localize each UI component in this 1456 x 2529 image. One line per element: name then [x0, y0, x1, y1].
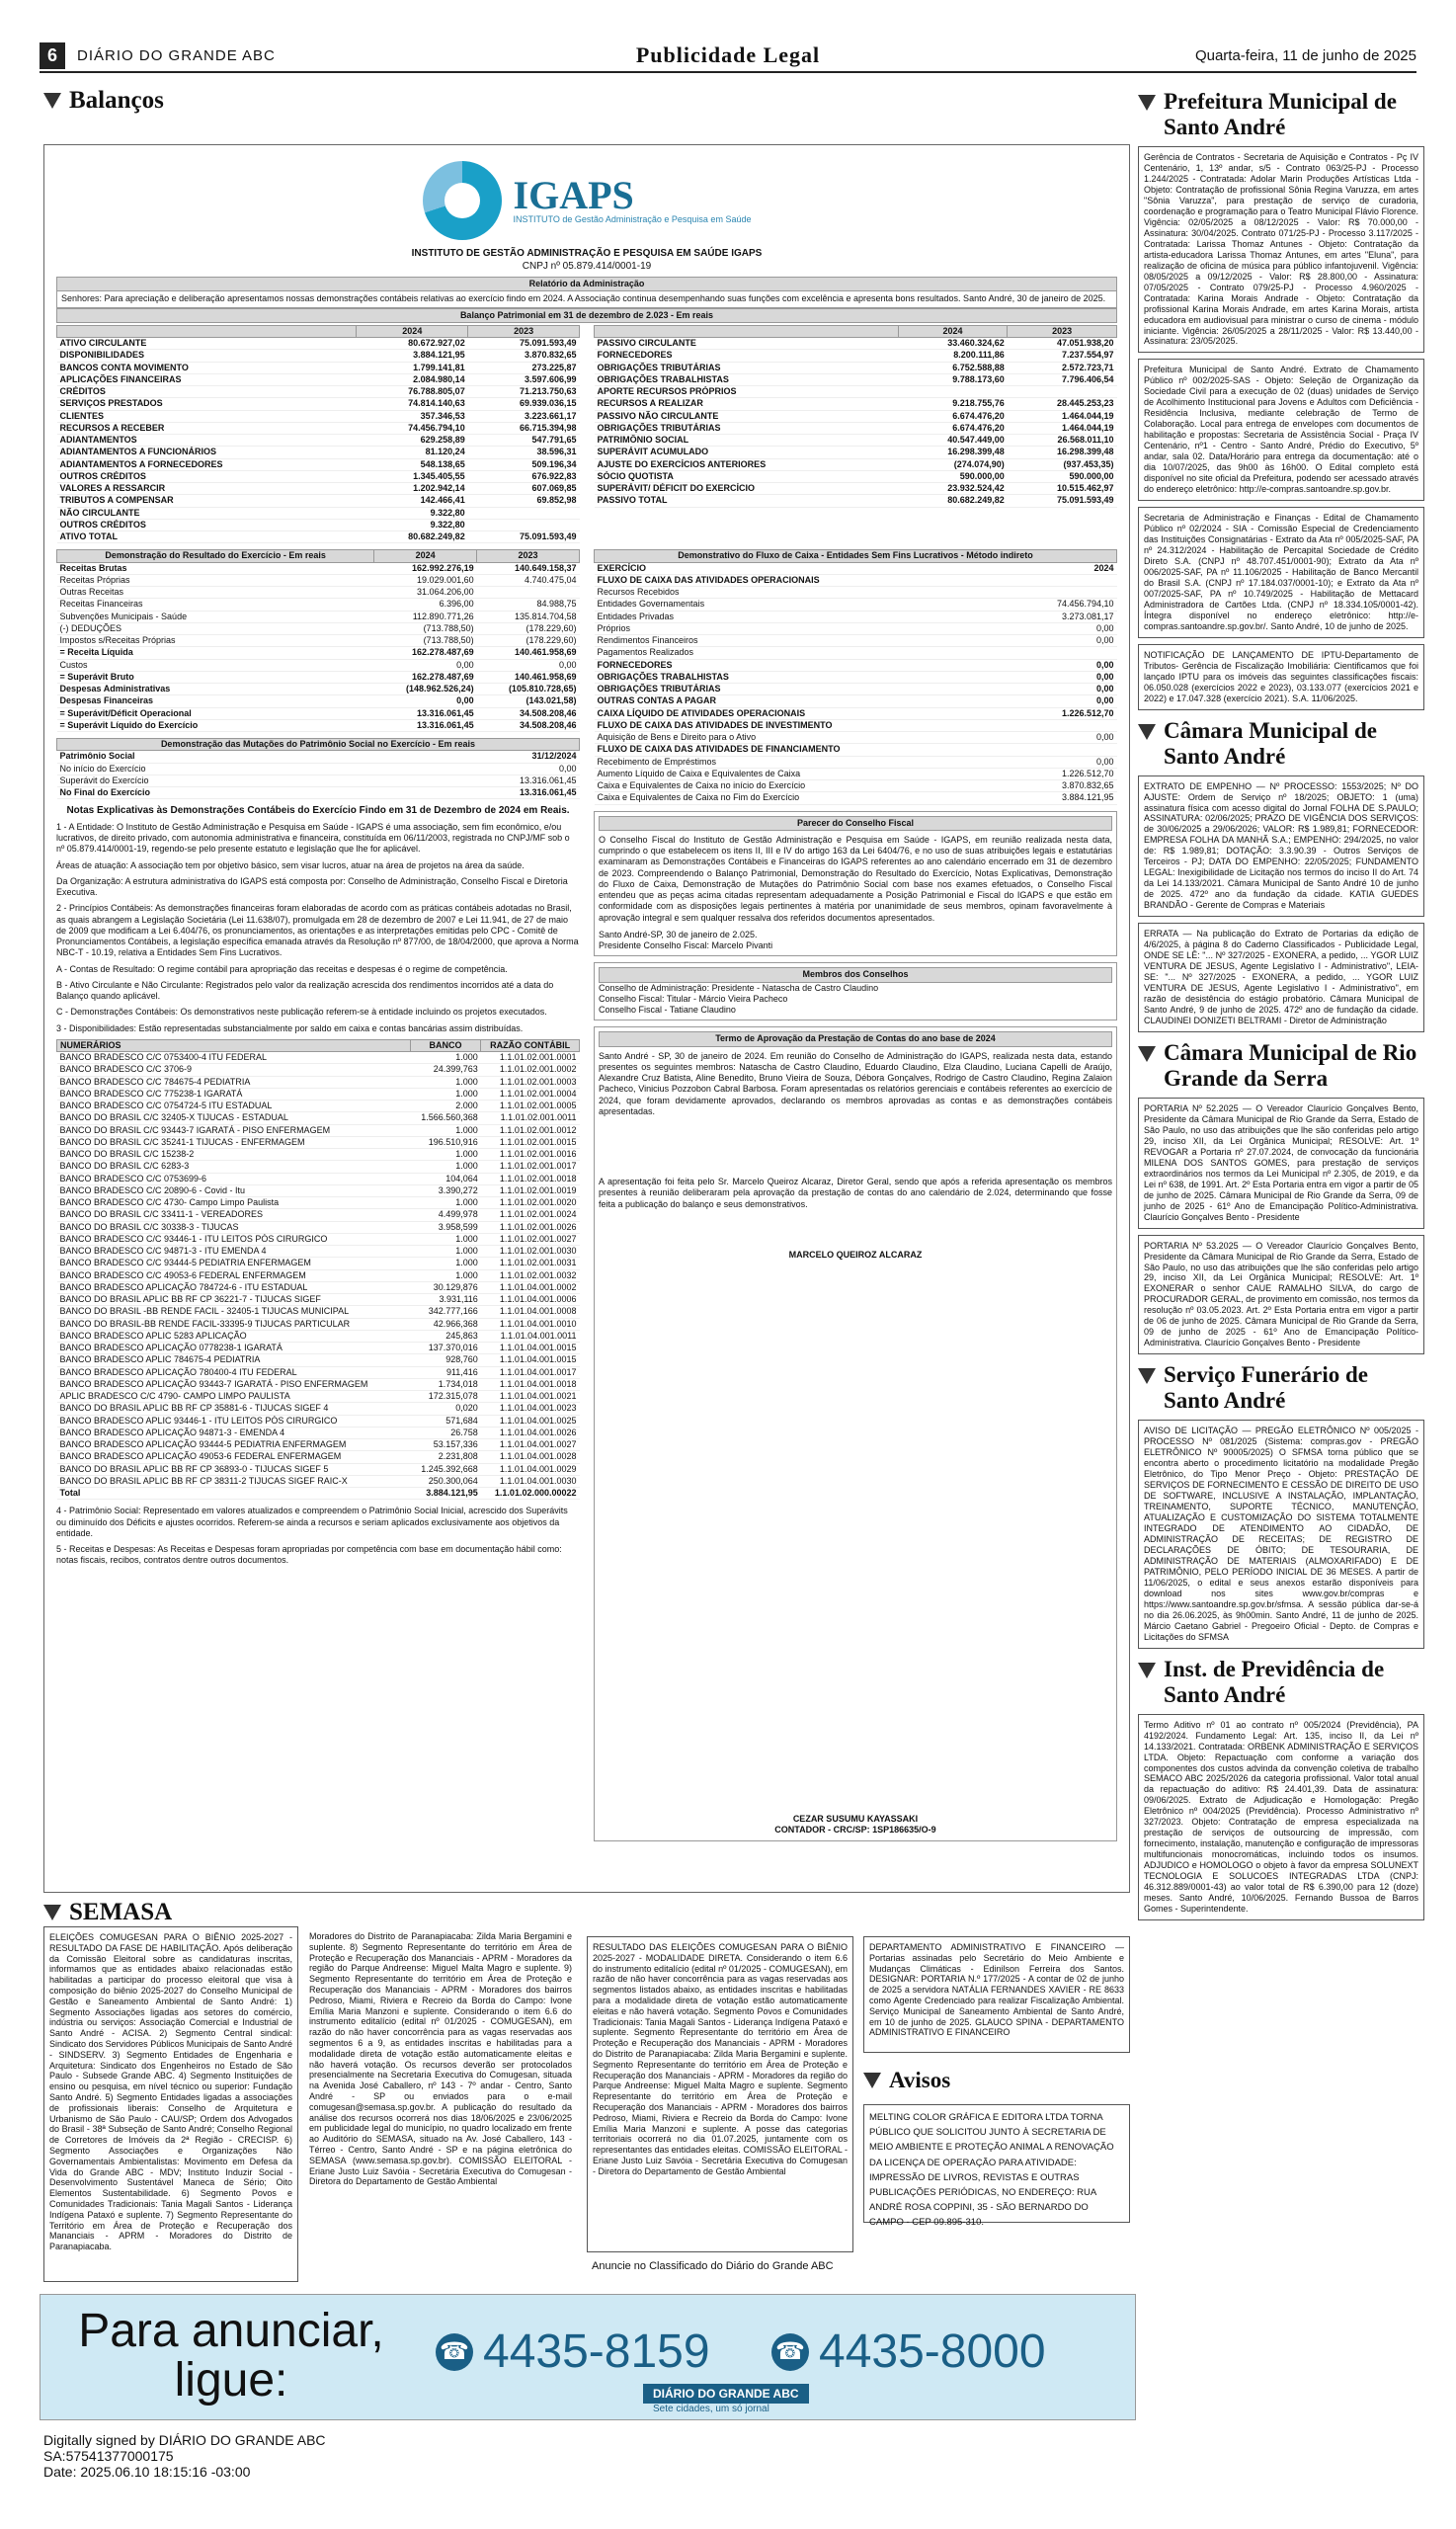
- members-box: Membros dos Conselhos Conselho de Administração: Presidente - Natascha de Castro Claudino Conselho Fiscal: Titular - Márcio Vieira Pacheco Conselho Fiscal - Tatiane Claudino: [594, 962, 1117, 1020]
- notice-box: AVISO DE LICITAÇÃO — PREGÃO ELETRÔNICO Nº 005/2025 - PROCESSO Nº 081/2025 (Sistema: compras.gov - PREGÃO ELETRÔNICO Nº 90005/2025) O SFMSA torna público que se encontra aberto o procedimento licitatório na modalidade Pregão Eletrônico, do Tipo Menor Preço - Objeto: PRESTAÇÃO DE SERVIÇOS DE FORNECIMENTO E CESSÃO DE DIREITO DE USO DE SOFTWARE, INCLUSIVE A INSTALAÇÃO, IMPLANTAÇÃO, TREINAMENTO, SUPORTE TÉCNICO, MANUTENÇÃO, ATUALIZAÇÃO E CUSTOMIZAÇÃO DO SISTEMA TOTALMENTE INTEGRADO DE ATENDIMENTO AO CIDADÃO, DE ADMINISTRAÇÃO DE RECEITAS; DE REGISTRO DE DECLARAÇÕES DE ÓBITO; DE TESOURARIA, DE ADMINISTRAÇÃO DE MATERIAIS (ALMOXARIFADO) E DE PATRIMÔNIO, PELO PERÍODO INICIAL DE 36 MESES. A partir de 11/06/2025, o edital e seus anexos estarão disponíveis para download nos sites www.gov.br/compras e https://www.santoandre.sp.gov.br/sfmsa. A sessão pública dar-se-á no dia 26.06.2025, às 9h00min. Santo André, 11 de junho de 2025. Márcio Caetano Gabriel - Pregoeiro Oficial - Depto. de Compras e Licitações do SFMSA: [1138, 1420, 1424, 1648]
- camara-rgs-heading: Câmara Municipal de Rio Grande da Serra: [1138, 1040, 1424, 1092]
- table-row: OBRIGAÇÕES TRABALHISTAS 9.788.173,60 7.796.406,54: [595, 373, 1117, 385]
- balance-title: Balanço Patrimonial em 31 de dezembro de 2.023 - Em reais: [56, 308, 1117, 323]
- triangle-icon: [1138, 1368, 1156, 1384]
- ad-call-text: Para anunciar, ligue:: [78, 2305, 384, 2407]
- table-row: APLICAÇÕES FINANCEIRAS 2.084.980,14 3.597.606,99: [57, 373, 580, 385]
- note-5: 5 - Receitas e Despesas: As Receitas e Despesas foram apropriadas por competência com base em documentação hábil como: notas fiscais, recibos, contratos dentre outros documentos.: [56, 1544, 562, 1566]
- table-row: BANCO DO BRASIL C/C 6283-3 1.000 1.1.01.02.001.0017: [57, 1161, 580, 1173]
- igaps-logo: IGAPS INSTITUTO de Gestão Administração e Pesquisa em Saúde: [56, 161, 1117, 240]
- table-row: OBRIGAÇÕES TRIBUTÁRIAS 6.674.476,20 1.464.044,19: [595, 422, 1117, 434]
- table-row: = Superávit Líquido do Exercício 13.316.061,45 34.508.208,46: [57, 719, 580, 731]
- table-row: DISPONIBILIDADES 3.884.121,95 3.870.832,65: [57, 350, 580, 362]
- termo-box: Termo de Aprovação da Prestação de Contas do ano base de 2024 Santo André - SP, 30 de janeiro de 2024. Em reunião do Conselho de Administração do IGAPS, realizada nesta data, estando presentes os seguintes membros: Natascha de Castro Claudino, Eduardo Claudino, Elza Claudino, Luciana Capelli de Araújo, Alexandre Cruz Batista, Aline Benedito, Bruno Vieira de Souza, Débora Gonçalves, Rodrigo de Castro Claudino, Regina Zalaion Pacheco, Vinicius Pozzobon Cabral Barbosa. Foram apresentadas os relatórios gerenciais e contábeis referentes ao exercício de 2024, que foram devidamente aprovados, declarando os membros aprovadas as contas e as demonstrações contábeis apresentadas. A apresentação foi feita pelo Sr. Marcelo Queiroz Alcaraz, Diretor Geral, sendo que após a referida apresentação os membros presentes à reunião deliberaram pela aprovação da prestação de contas do ano calendário de 2.024, determinando que fosse feita a publicação do balanço e seus demonstrativos. MARCELO QUEIROZ ALCARAZ CEZAR SUSUMU KAYASSAKI CONTADOR - CRC/SP: 1SP186635/O-9: [594, 1026, 1117, 1840]
- table-row: RECURSOS A RECEBER 74.456.794,10 66.715.394,98: [57, 422, 580, 434]
- triangle-icon: [863, 2073, 881, 2088]
- table-row: Caixa e Equivalentes de Caixa no Fim do Exercício 3.884.121,95: [595, 792, 1117, 804]
- phone-icon: ☎: [436, 2333, 473, 2371]
- table-row: BANCO BRADESCO APLICAÇÃO 49053-6 FEDERAL ENFERMAGEM 2.231,808 1.1.01.04.001.0028: [57, 1451, 580, 1463]
- table-row: BANCO DO BRASIL -BB RENDE FACIL - 32405-1 TIJUCAS MUNICIPAL 342.777,166 1.1.01.04.001.0008: [57, 1306, 580, 1318]
- notice-box: Prefeitura Municipal de Santo André. Extrato de Chamamento Público nº 002/2025-SAS - Objeto: Seleção de Organização da Sociedade Civil para a execução de 02 (duas) unidades de Serviço de Acolhimento Institucional para Jovens e Adultos com Deficiência - Residência Inclusiva, mediante celebração de Termo de Colaboração. Local para entrega de envelopes com documentos de habilitação e propostas: Secretaria de Assistência Social - Praça IV Centenário, nº1 - Centro - Santo André, Prédio do Executivo, 5º andar, sala 02. Data/Horário para entrega da documentação: até o dia 10/07/2025, das 9h00 às 16h00. O Edital completo está disponível no site oficial da Prefeitura, podendo ser acessado através do endereço eletrônico: http://e-compras.santoandre.sp.gov.br.: [1138, 359, 1424, 501]
- masthead: [40, 40, 1416, 73]
- table-row: Total 3.884.121,95 1.1.01.02.000.00022: [57, 1488, 580, 1500]
- table-row: APLIC BRADESCO C/C 4790- CAMPO LIMPO PAULISTA 172.315,078 1.1.01.04.001.0021: [57, 1391, 580, 1403]
- prefeitura-heading: Prefeitura Municipal de Santo André: [1138, 89, 1424, 140]
- note-paragraph: 1 - A Entidade: O Instituto de Gestão Administração e Pesquisa em Saúde - IGAPS é uma associação, sem fim econômico, e/ou lucrativos, de direito privado, com autonomia administrativa e financeira, constituída em 06/11/2003, registrada no CNPJ/MF sob o nº 05.879.414/0001-19, regendo-se pelo presente estatuto e legislação que lhe for aplicável.: [56, 821, 570, 855]
- table-row: No Final do Exercício 13.316.061,45: [57, 787, 580, 799]
- table-row: BANCO BRADESCO APLIC 784675-4 PEDIATRIA 928,760 1.1.01.04.001.0015: [57, 1354, 580, 1366]
- note-paragraph: C - Demonstrações Contábeis: Os demonstrativos neste publicação referem-se à entidade incluindo os projetos executados.: [56, 1007, 547, 1018]
- phone-icon: ☎: [771, 2333, 809, 2371]
- banks-table: NUMERÁRIOS BANCO RAZÃO CONTÁBIL BANCO BRADESCO C/C 0753400-4 ITU FEDERAL 1.000 1.1.01.02.001.0001 BANCO BRADESCO C/C 3706-9 24.399,763 1.1.01.02.001.0002 BANCO BRADESCO C/C 784675-4 PEDIATRIA 1.000 1.1.01.02.001.0003 BANCO BRADESCO C/C 775238-1 IGARATÁ 1.000 1.1.01.02.001.0004 BANCO BRADESCO C/C 0754724-5 ITU ESTADUAL 2.000 1.1.01.02.001.0005 BANCO DO BRASIL C/C 32405-X TIJUCAS - ESTADUAL 1.566.560,368 1.1.01.02.001.0011 BANCO DO BRASIL C/C 93443-7 IGARATÁ - PISO ENFERMAGEM 1.000 1.1.01.02.001.0012 BANCO DO BRASIL C/C 35241-1 TIJUCAS - ENFERMAGEM 196.510,916 1.1.01.02.001.0015 BANCO DO BRASIL C/C 15238-2 1.000 1.1.01.02.001.0016 BANCO DO BRASIL C/C 6283-3 1.000 1.1.01.02.001.0017 BANCO BRADESCO C/C 0753699-6 104,064 1.1.01.02.001.0018 BANCO BRADESCO C/C 20890-6 - Covid - Itu 3.390,272 1.1.01.02.001.0019 BANCO BRADESCO C/C 4730- Campo Limpo Paulista 1.000 1.1.01.02.001.0020 BANCO DO BRASIL C/C 33411-1 - VEREADORES 4.499,978 1.1.01.02.001.0024 BANCO DO BRASIL C/C 30338-3 - TIJUCAS 3.958,599 1.1.01.02.001.0026 BANCO BRADESCO C/C 93446-1 - ITU LEITOS PÓS CIRURGICO 1.000 1.1.01.02.001.0027 BANCO BRADESCO C/C 94871-3 - ITU EMENDA 4 1.000 1.1.01.02.001.0030 BANCO BRADESCO C/C 93444-5 PEDIATRIA ENFERMAGEM 1.000 1.1.01.02.001.0031 BANCO BRADESCO C/C 49053-6 FEDERAL ENFERMAGEM 1.000 1.1.01.02.001.0032 BANCO BRADESCO APLICAÇÃO 784724-6 - ITU ESTADUAL 30.129,876 1.1.01.04.001.0002 BANCO DO BRASIL APLIC BB RF CP 36221-7 - TIJUCAS SIGEF 3.931,116 1.1.01.04.001.0006 BANCO DO BRASIL -BB RENDE FACIL - 32405-1 TIJUCAS MUNICIPAL 342.777,166 1.1.01.04.001.0008 BANCO DO BRASIL-BB RENDE FACIL-33395-9 TIJUCAS PARTICULAR 42.966,368 1.1.01.04.001.0010 BANCO BRADESCO APLIC 5283 APLICAÇÃO 245,863 1.1.01.04.001.0011 BANCO BRADESCO APLICAÇÃO 0778238-1 IGARATÁ 137.370,016 1.1.01.04.001.0015 BANCO BRADESCO APLIC 784675-4 PEDIATRIA 928,760 1.1.01.04.001.0015 BANCO BRADESCO APLICAÇÃO 780400-4 ITU FEDERAL 911,416 1.1.01.04.001.0017 BANCO BRADESCO APLICAÇÃO 93443-7 IGARATÁ - PISO ENFERMAGEM 1.734,018 1.1.01.04.001.0018 APLIC BRADESCO C/C 4790- CAMPO LIMPO PAULISTA 172.315,078 1.1.01.04.001.0021 BANCO DO BRASIL APLIC BB RF CP 35881-6 - TIJUCAS SIGEF 4 0,020 1.1.01.04.001.0023 BANCO BRADESCO APLIC 93446-1 - ITU LEITOS PÓS CIRURGICO 571,684 1.1.01.04.001.0025 BANCO BRADESCO APLICAÇÃO 94871-3 - EMENDA 4 26.758 1.1.01.04.001.0026 BANCO BRADESCO APLICAÇÃO 93444-5 PEDIATRIA ENFERMAGEM 53.157,336 1.1.01.04.001.0027 BANCO BRADESCO APLICAÇÃO 49053-6 FEDERAL ENFERMAGEM 2.231,808 1.1.01.04.001.0028 BANCO DO BRASIL APLIC BB RF CP 36893-0 - TIJUCAS SIGEF 5 1.245.392,668 1.1.01.04.001.0029 BANCO DO BRASIL APLIC BB RF CP 38311-2 TIJUCAS SIGEF RAIC-X 250.300,064 1.1.01.04.001.0030 Total 3.884.121,95 1.1.01.02.000.00022: [56, 1039, 580, 1501]
- table-row: Receitas Financeiras 6.396,00 84.988,75: [57, 599, 580, 611]
- section-title: Publicidade Legal: [635, 42, 821, 67]
- semasa-section: [43, 1926, 1130, 2287]
- table-row: Despesas Financeiras 0,00 (143.021,58): [57, 695, 580, 707]
- table-row: CLIENTES 357.346,53 3.223.661,17: [57, 410, 580, 422]
- explanatory-notes: Notas Explicativas às Demonstrações Contábeis do Exercício Findo em 31 de Dezembro de 2024 em Reais. 1 - A Entidade: O Instituto de Gestão Administração e Pesquisa em Saúde - IGAPS é uma associação, sem fim econômico, e/ou lucrativos, de direito privado, com autonomia administrativa e financeira, constituída em 06/11/2003, registrada no CNPJ/MF sob o nº 05.879.414/0001-19, regendo-se pelo presente estatuto e legislação que lhe for aplicável. Áreas de atuação: A associação tem por objetivo básico, sem visar lucros, atuar na área de projetos na área da saúde. Da Organização: A estrutura administrativa do IGAPS está composta por: Conselho de Administração, Conselho Fiscal e Diretoria Executiva. 2 - Princípios Contábeis: As demonstrações financeiras foram elaboradas de acordo com as práticas contábeis adotadas no Brasil, as quais abrangem a Legislação Societária (Lei 11.638/07), promulgada em 28 de dezembro de 2007 e Lei 11.941, de 27 de maio de 2009 que modificam a Lei 6.404/76, os pronunciamentos, as orientações e as interpretações emitidas pelo CPC - Comitê de Pronunciamentos Contábeis, a legislação específica emanada através da Resolução nº 877/00, de 18/04/2000, que aprova a Norma NBC-T - 10.19, relativa a Entidades Sem Fins Lucrativos. A - Contas de Resultado: O regime contábil para apropriação das receitas e despesas é o regime de competência. B - Ativo Circulante e Não Circulante: Registrados pelo valor da realização acrescida dos rendimentos incorridos até a data do Balanço quando aplicável. C - Demonstrações Contábeis: Os demonstrativos neste publicação referem-se à entidade incluindo os projetos executados. 3 - Disponibilidades: Estão representadas substancialmente por saldo em caixa e contas bancárias assim distribuídas.: [56, 805, 579, 1033]
- table-row: OBRIGAÇÕES TRIBUTÁRIAS 0,00: [595, 684, 1117, 695]
- balancos-heading: Balanços: [43, 87, 164, 115]
- table-row: BANCO BRADESCO C/C 784675-4 PEDIATRIA 1.000 1.1.01.02.001.0003: [57, 1076, 580, 1088]
- note-paragraph: B - Ativo Circulante e Não Circulante: Registrados pelo valor da realização acrescida dos rendimentos incorridos até a data do Balanço quando aplicável.: [56, 979, 554, 1001]
- table-row: BANCO BRADESCO C/C 775238-1 IGARATÁ 1.000 1.1.01.02.001.0004: [57, 1088, 580, 1100]
- table-row: TRIBUTOS A COMPENSAR 142.466,41 69.852,98: [57, 495, 580, 507]
- triangle-icon: [1138, 724, 1156, 740]
- table-row: Recursos Recebidos: [595, 587, 1117, 599]
- notice-box: EXTRATO DE EMPENHO — Nº PROCESSO: 1553/2025; Nº DO AJUSTE: Ordem de Serviço nº 18/2025; OBJETO: 1 (uma) assinatura física com acesso digital do Jornal FOLHA DE S.PAULO; ASSINATURA: 02/06/2025; PRAZO DE VIGÊNCIA DOS SERVIÇOS: de 30/06/2025 a 29/06/2026; VALOR: R$ 1.989,81; FORNECEDOR: EMPRESA FOLHA DA MANHÃ S.A.; EMPENHO: 294/2025, no valor de: R$ 1.989,81; DOTAÇÃO: 3.3.90.39 - Outros Serviços de Terceiros - PJ; DATA DO EMPENHO: 22/05/2025; FUNDAMENTO LEGAL: Inexigibilidade de Licitação nos termos do inciso II do Art. 74 da Lei 14.133/2021. Câmara Municipal de Santo André 10 de junho de 2025. 472º ano da fundação da cidade. KATIA GUEDES BRANDÃO - Gerente de Compras e Materiais: [1138, 775, 1424, 918]
- table-row: Caixa e Equivalentes de Caixa no início do Exercício 3.870.832,65: [595, 780, 1117, 792]
- right-column: [1138, 81, 1424, 2175]
- director-signature: MARCELO QUEIROZ ALCARAZ: [788, 1249, 923, 1260]
- report-title: Relatório da Administração: [56, 277, 1117, 291]
- funerario-heading: Serviço Funerário de Santo André: [1138, 1362, 1424, 1414]
- table-row: BANCO BRADESCO C/C 93444-5 PEDIATRIA ENFERMAGEM 1.000 1.1.01.02.001.0031: [57, 1258, 580, 1269]
- table-row: BANCO DO BRASIL C/C 15238-2 1.000 1.1.01.02.001.0016: [57, 1149, 580, 1161]
- notice-box: MELTING COLOR GRÁFICA E EDITORA LTDA TORNA PÚBLICO QUE SOLICITOU JUNTO À SECRETARIA DE MEIO AMBIENTE E PROTEÇÃO ANIMAL A RENOVAÇÃO DA LICENÇA DE OPERAÇÃO PARA ATIVIDADE: IMPRESSÃO DE LIVROS, REVISTAS E OUTRAS PUBLICAÇÕES PERIÓDICAS, NO ENDEREÇO: RUA ANDRÉ ROSA COPPINI, 35 - SÃO BERNARDO DO CAMPO - CEP 09.895-310.: [863, 2104, 1130, 2223]
- table-row: SUPERÁVIT/ DÉFICIT DO EXERCÍCIO 23.932.524,42 10.515.462,97: [595, 483, 1117, 495]
- note-paragraph: Áreas de atuação: A associação tem por objetivo básico, sem visar lucros, atuar na área de projetos na área da saúde.: [56, 859, 525, 870]
- table-row: BANCO DO BRASIL-BB RENDE FACIL-33395-9 TIJUCAS PARTICULAR 42.966,368 1.1.01.04.001.0010: [57, 1318, 580, 1330]
- note-paragraph: 2 - Princípios Contábeis: As demonstrações financeiras foram elaboradas de acordo com as práticas contábeis adotadas no Brasil, as quais abrangem a Legislação Societária (Lei 11.638/07), promulgada em 28 de dezembro de 2007 e Lei 11.941, de 27 de maio de 2009 que modificam a Lei 6.404/76, os pronunciamentos, as orientações e as interpretações emitidas pelo CPC - Comitê de Pronunciamentos Contábeis, a legislação específica emanada através da Resolução nº 877/00, de 18/04/2000, que aprova a Norma NBC-T - 10.19, relativa a Entidades Sem Fins Lucrativos.: [56, 903, 579, 958]
- previdencia-heading: Inst. de Previdência de Santo André: [1138, 1657, 1424, 1708]
- table-row: Rendimentos Financeiros 0,00: [595, 635, 1117, 647]
- table-row: BANCO DO BRASIL C/C 33411-1 - VEREADORES 4.499,978 1.1.01.02.001.0024: [57, 1209, 580, 1221]
- cnpj: CNPJ nº 05.879.414/0001-19: [522, 260, 652, 272]
- table-row: Custos 0,00 0,00: [57, 659, 580, 671]
- table-row: AJUSTE DO EXERCÍCIOS ANTERIORES (274.074,90) (937.453,35): [595, 458, 1117, 470]
- table-row: SERVIÇOS PRESTADOS 74.814.140,63 69.939.036,15: [57, 398, 580, 410]
- triangle-icon: [1138, 95, 1156, 111]
- table-row: BANCO DO BRASIL C/C 30338-3 - TIJUCAS 3.958,599 1.1.01.02.001.0026: [57, 1221, 580, 1233]
- notice-box: Moradores do Distrito de Paranapiacaba: Zilda Maria Bergamini e suplente. 8) Segmento Representante do território em Área de Proteção e Recuperação dos Mananciais - APRM - Moradores da região do Parque Andreense: Miguel Malta Magro e suplente. 9) Segmento Representante do território em Área de Proteção e Recuperação dos Mananciais - APRM - Moradores dos bairros Pedroso, Miami, Riviera e Recreio da Borda do Campo: Ivone Emília Maria Manzoni e suplente. Considerando o item 6.6 do instrumento editalício (edital nº 01/2025 - COMUGESAN), em razão do não haver concorrência para as vagas reservadas aos segmentos 6 a 9, as entidades inscritas e habilitadas para a modalidade direta de votação estão automaticamente eleitas e não haverá votação. Os recursos deverão ser protocolados presencialmente na Secretaria Executiva do Comugesan, situada na Avenida José Caballero, nº 143 - 7º andar - Centro, Santo André - SP ou enviados para o e-mail comugesan@semasa.sp.gov.br. A publicação do resultado da análise dos recursos ocorrerá nos dias 18/06/2025 e 23/06/2025 em publicidade legal do município, no quadro localizado em frente ao Auditório do SEMASA, situado na Av. José Caballero, 143 - Térreo - Centro, Santo André - SP e na página eletrônica do SEMASA (www.semasa.sp.gov.br). COMISSÃO ELEITORAL - Eriane Justo Luiz Savóia - Secretária Executiva do Comugesan - Diretora do Departamento de Gestão Ambiental: [309, 1931, 572, 2187]
- table-row: FLUXO DE CAIXA DAS ATIVIDADES OPERACIONAIS: [595, 574, 1117, 586]
- table-row: BANCO BRADESCO C/C 0753400-4 ITU FEDERAL 1.000 1.1.01.02.001.0001: [57, 1052, 580, 1064]
- table-row: PASSIVO NÃO CIRCULANTE 6.674.476,20 1.464.044,19: [595, 410, 1117, 422]
- table-row: BANCO BRADESCO C/C 4730- Campo Limpo Paulista 1.000 1.1.01.02.001.0020: [57, 1197, 580, 1209]
- semasa-heading: SEMASA: [43, 1899, 172, 1926]
- cash-flow-table: Demonstrativo do Fluxo de Caixa - Entidades Sem Fins Lucrativos - Método indireto EXERCÍCIO 2024 FLUXO DE CAIXA DAS ATIVIDADES OPERACIONAIS Recursos Recebidos Entidades Governamentais 74.456.794,10 Entidades Privadas 3.273.081,17 Próprios 0,00 Rendimentos Financeiros 0,00 Pagamentos Realizados FORNECEDORES 0,00 OBRIGAÇÕES TRABALHISTAS 0,00 OBRIGAÇÕES TRIBUTÁRIAS 0,00 OUTRAS CONTAS A PAGAR 0,00 CAIXA LÍQUIDO DE ATIVIDADES OPERACIONAIS 1.226.512,70 FLUXO DE CAIXA DAS ATIVIDADES DE INVESTIMENTO Aquisição de Bens e Direito para o Ativo 0,00 FLUXO DE CAIXA DAS ATIVIDADES DE FINANCIAMENTO Recebimento de Empréstimos 0,00 Aumento Líquido de Caixa e Equivalentes de Caixa 1.226.512,70 Caixa e Equivalentes de Caixa no início do Exercício 3.870.832,65 Caixa e Equivalentes de Caixa no Fim do Exercício 3.884.121,95: [594, 549, 1117, 804]
- balance-publication: [43, 144, 1130, 1893]
- table-row: Aumento Líquido de Caixa e Equivalentes de Caixa 1.226.512,70: [595, 768, 1117, 779]
- table-row: Receitas Próprias 19.029.001,60 4.740.475,04: [57, 574, 580, 586]
- table-row: Recebimento de Empréstimos 0,00: [595, 756, 1117, 768]
- table-row: PASSIVO TOTAL 80.682.249,82 75.091.593,49: [595, 495, 1117, 507]
- notice-box: ERRATA — Na publicação do Extrato de Portarias da edição de 4/6/2025, à página 8 do Caderno Classificados - Publicidade Legal, ONDE SE LÊ: "... Nº 327/2025 - EXONERA, a pedido, ... YGOR LUIZ VENTURA DE JESUS, Agente Legislativo I - Administrativo", LEIA-SE: "... Nº 327/2025 - EXONERA, a pedido, ... YGOR LUIZ VENTURA DE JESUS, Agente Legislativo I - Administrativo", em razão de desistência do estágio probatório. Câmara Municipal de Santo André, 9 de junho de 2025. 472º ano de fundação da cidade. CLAUDINEI DONIZETI BELTRAMI - Diretor de Administração: [1138, 923, 1424, 1032]
- table-row: BANCOS CONTA MOVIMENTO 1.799.141,81 273.225,87: [57, 362, 580, 373]
- brand-logo: DIÁRIO DO GRANDE ABC: [643, 2384, 809, 2404]
- table-row: BANCO BRADESCO APLICAÇÃO 93443-7 IGARATÁ - PISO ENFERMAGEM 1.734,018 1.1.01.04.001.0018: [57, 1378, 580, 1390]
- table-row: CRÉDITOS 76.788.805,07 71.213.750,63: [57, 386, 580, 398]
- notice-box: ELEIÇÕES COMUGESAN PARA O BIÊNIO 2025-2027 - RESULTADO DA FASE DE HABILITAÇÃO. Após deliberação da Comissão Eleitoral sobre as candidaturas inscritas, informamos que as entidades abaixo relacionadas estão habilitadas a participar do processo eleitoral que visa à composição do biênio 2025-2027 do Conselho Municipal de Gestão e Saneamento Ambiental de Santo André: 1) Segmento Associações ligadas aos setores do comércio, indústria ou serviços: Associação Comercial e Industrial de Santo André - ACISA. 2) Segmento Central sindical: Sindicato dos Servidores Públicos Municipais de Santo André - SINDSERV. 3) Segmento Entidades de Engenharia e Arquitetura: Sindicato dos Engenheiros no Estado de São Paulo - Subsede Grande ABC. 4) Segmento Instituições de ensino ou pesquisa, em nível técnico ou superior: Fundação Santo André. 5) Segmento Entidades ligadas a associações de profissionais liberais: Conselho de Arquitetura e Urbanismo de São Paulo - CAU/SP; Ordem dos Advogados do Brasil - 38ª Subseção de Santo André; Conselho Regional de Corretores de Imóveis da 2ª Região - CRECISP. 6) Segmento Associações e Organizações Não Governamentais Ambientalistas: Movimento em Defesa da Vida do Grande ABC - MDV; Instituto Induzir Social - Desenvolvimento Sustentável Maneca de Sério; Oito Elementos Sustentabilidade. 6) Segmento Povos e Comunidades Tradicionais: Tania Magali Santos - Liderança Indígena Pataxó e suplente. 7) Segmento Representante do Território em Área de Proteção e Recuperação dos Mananciais - APRM - Moradores do Distrito de Paranapiacaba.: [43, 1926, 298, 2282]
- notice-box: RESULTADO DAS ELEIÇÕES COMUGESAN PARA O BIÊNIO 2025-2027 - MODALIDADE DIRETA. Considerando o item 6.6 do instrumento editalício (edital nº 01/2025 - COMUGESAN), em razão de não haver concorrência para as vagas reservadas aos segmentos listados abaixo, as entidades inscritas e habilitadas para a modalidade direta de votação estão automaticamente eleitas e não haverá votação. Segmento Povos e Comunidades Tradicionais: Tania Magali Santos - Liderança Indígena Pataxó e suplente. Segmento Representante do território em Área de Proteção e Recuperação dos Mananciais - APRM - Moradores do Distrito de Paranapiacaba: Zilda Maria Bergamini e suplente. Segmento Representante do território em Área de Proteção e Recuperação dos Mananciais - APRM - Moradores da região do Parque Andreense: Miguel Malta Magro e suplente. Segmento Representante do território em Área de Proteção e Recuperação dos Mananciais - APRM - Moradores dos bairros Pedroso, Miami, Riviera e Recreio da Borda do Campo: Ivone Emília Maria Manzoni e suplente. A posse das categorias territoriais ocorrerá no dia 01.07.2025, juntamente com os representantes das entidades eleitas. COMISSÃO ELEITORAL - Eriane Justo Luiz Savóia - Secretária Executiva do Comugesan - Diretora do Departamento de Gestão Ambiental: [587, 1936, 853, 2252]
- table-row: OUTRAS CONTAS A PAGAR 0,00: [595, 695, 1117, 707]
- table-row: Entidades Privadas 3.273.081,17: [595, 611, 1117, 622]
- table-row: FLUXO DE CAIXA DAS ATIVIDADES DE INVESTIMENTO: [595, 719, 1117, 731]
- table-row: Pagamentos Realizados: [595, 647, 1117, 659]
- brand-slogan: Sete cidades, um só jornal: [653, 2404, 769, 2414]
- table-row: BANCO DO BRASIL C/C 93443-7 IGARATÁ - PISO ENFERMAGEM 1.000 1.1.01.02.001.0012: [57, 1124, 580, 1136]
- table-row: CAIXA LÍQUIDO DE ATIVIDADES OPERACIONAIS 1.226.512,70: [595, 707, 1117, 719]
- triangle-icon: [43, 1905, 61, 1920]
- table-row: EXERCÍCIO 2024: [595, 562, 1117, 574]
- table-row: Impostos s/Receitas Próprias (713.788,50) (178.229,60): [57, 635, 580, 647]
- table-row: BANCO BRADESCO APLICAÇÃO 94871-3 - EMENDA 4 26.758 1.1.01.04.001.0026: [57, 1427, 580, 1438]
- table-row: Entidades Governamentais 74.456.794,10: [595, 599, 1117, 611]
- table-row: (-) DEDUÇÕES (713.788,50) (178.229,60): [57, 622, 580, 634]
- logo-mark-icon: [423, 161, 502, 240]
- table-row: ADIANTAMENTOS 629.258,89 547.791,65: [57, 435, 580, 447]
- table-row: FORNECEDORES 0,00: [595, 659, 1117, 671]
- phone-number-1: ☎ 4435-8159: [436, 2325, 710, 2379]
- table-row: BANCO BRADESCO C/C 0753699-6 104,064 1.1.01.02.001.0018: [57, 1173, 580, 1184]
- table-row: BANCO DO BRASIL C/C 35241-1 TIJUCAS - ENFERMAGEM 196.510,916 1.1.01.02.001.0015: [57, 1136, 580, 1148]
- table-row: BANCO BRADESCO C/C 94871-3 - ITU EMENDA 4 1.000 1.1.01.02.001.0030: [57, 1246, 580, 1258]
- notice-box: Gerência de Contratos - Secretaria de Aquisição e Contratos - Pç IV Centenário, 1, 13º andar, s/5 - Contrato 063/25-PJ - Processo 1.244/2025 - Contratada: Adolar Marin Produções Artísticas Ltda - Objeto: Contratação de profissional Sônia Regina Varuzza, em artes "Sônia Varuzza", para prestação de serviço de curadoria, coordenação e programação para o Teatro Municipal Flávio Florence. Vigência: 02/05/2025 a 08/12/2025 - Valor: R$ 70.000,00 - Assinatura: 30/04/2025. Contrato 071/25-PJ - Processo 3.117/2025 - Contratada: Larissa Thomaz Antunes - Objeto: Contratação da artista-educadora Larissa Thomaz Antunes, em artes "Eluna", para realização de oficina de música para público infantojuvenil. Vigência: 08/05/2025 a 09/12/2025 - Valor: R$ 28.800,00 - Assinatura: 07/05/2025 - Contrato 079/25-PJ - Processo 4.960/2025 - Contratada: Karina Morais Andrade - Objeto: Contratação da profissional Karina Morais Andrade, em artes Karina Morais, artista educadora em audiovisual para ministrar o curso de cinema - módulo iniciante. Vigência: 26/05/2025 a 28/11/2025 - Valor: R$ 13.440,00 - Assinatura: 23/05/2025.: [1138, 146, 1424, 353]
- issue-date: Quarta-feira, 11 de junho de 2025: [1194, 46, 1416, 64]
- table-row: ATIVO CIRCULANTE 80.672.927,02 75.091.593,49: [57, 338, 580, 350]
- table-row: FLUXO DE CAIXA DAS ATIVIDADES DE FINANCIAMENTO: [595, 744, 1117, 756]
- notice-box: Termo Aditivo nº 01 ao contrato nº 005/2024 (Previdência), PA 4192/2024. Fundamento Legal: Art. 135, inciso II, da Lei nº 14.133/2021. Contratada: ORBENK ADMINISTRAÇÃO E SERVIÇOS LTDA. Objeto: Repactuação com conforme a variação dos componentes dos custos advinda da convenção coletiva de trabalho SEMACO ABC 2025/2026 da categoria profissional. Valor total anual da repactuação do aditivo: R$ 24.401,39. Data de assinatura: 09/06/2025. Extrato de Adjudicação e Homologação: Pregão Eletrônico nº 004/2025 (Previdência). Processo Administrativo nº 327/2023. Objeto: Contratação de empresa especializada na prestação de serviços de outsourcing de impressão, com fornecimento, instalação, manutenção e configuração de impressoras multifuncionais monocromáticas, incluindo todos os insumos. ADJUDICO e HOMOLOGO o objeto à favor da empresa SOLUNEXT TECNOLOGIA E SOLUCOES INTEGRADAS LTDA (CNPJ: 46.312.889/0001-43) ao valor total de R$ 6.390,00 para 12 (doze) meses. Santo André, 10/06/2025. Fernando Bussoa de Barros Gomes - Superintendente.: [1138, 1714, 1424, 1920]
- table-row: Receitas Brutas 162.992.276,19 140.649.158,37: [57, 562, 580, 574]
- table-row: Aquisição de Bens e Direito para o Ativo 0,00: [595, 732, 1117, 744]
- page-number: 6: [40, 42, 65, 69]
- table-row: BANCO DO BRASIL APLIC BB RF CP 36221-7 - TIJUCAS SIGEF 3.931,116 1.1.01.04.001.0006: [57, 1294, 580, 1306]
- passivo-table: 2024 2023 PASSIVO CIRCULANTE 33.460.324,62 47.051.938,20 FORNECEDORES 8.200.111,86 7.237.554,97 OBRIGAÇÕES TRIBUTÁRIAS 6.752.588,88 2.572.723,71 OBRIGAÇÕES TRABALHISTAS 9.788.173,60 7.796.406,54 APORTE RECURSOS PRÓPRIOS RECURSOS A REALIZAR 9.218.755,76 28.445.253,23 PASSIVO NÃO CIRCULANTE 6.674.476,20 1.464.044,19 OBRIGAÇÕES TRIBUTÁRIAS 6.674.476,20 1.464.044,19 PATRIMÔNIO SOCIAL 40.547.449,00 26.568.011,10 SUPERÁVIT ACUMULADO 16.298.399,48 16.298.399,48 AJUSTE DO EXERCÍCIOS ANTERIORES (274.074,90) (937.453,35) SÓCIO QUOTISTA 590.000,00 590.000,00 SUPERÁVIT/ DÉFICIT DO EXERCÍCIO 23.932.524,42 10.515.462,97 PASSIVO TOTAL 80.682.249,82 75.091.593,49: [594, 325, 1117, 508]
- table-row: Patrimônio Social 31/12/2024: [57, 751, 580, 763]
- table-row: BANCO BRADESCO APLICAÇÃO 780400-4 ITU FEDERAL 911,416 1.1.01.04.001.0017: [57, 1366, 580, 1378]
- institution-name: INSTITUTO DE GESTÃO ADMINISTRAÇÃO E PESQUISA EM SAÚDE IGAPS: [411, 248, 763, 259]
- table-row: OBRIGAÇÕES TRIBUTÁRIAS 6.752.588,88 2.572.723,71: [595, 362, 1117, 373]
- table-row: BANCO DO BRASIL APLIC BB RF CP 35881-6 - TIJUCAS SIGEF 4 0,020 1.1.01.04.001.0023: [57, 1403, 580, 1415]
- table-row: VALORES A RESSARCIR 1.202.942,14 607.069,85: [57, 483, 580, 495]
- table-row: ADIANTAMENTOS A FUNCIONÁRIOS 81.120,24 38.596,31: [57, 447, 580, 458]
- table-row: = Superávit Bruto 162.278.487,69 140.461.958,69: [57, 671, 580, 683]
- table-row: BANCO BRADESCO C/C 0754724-5 ITU ESTADUAL 2.000 1.1.01.02.001.0005: [57, 1101, 580, 1112]
- table-row: OUTROS CRÉDITOS 9.322,80: [57, 519, 580, 530]
- table-row: BANCO BRADESCO C/C 49053-6 FEDERAL ENFERMAGEM 1.000 1.1.01.02.001.0032: [57, 1269, 580, 1281]
- table-row: = Receita Líquida 162.278.487,69 140.461.958,69: [57, 647, 580, 659]
- report-intro: Senhores: Para apreciação e deliberação apresentamos nossas demonstrações contábeis relativas ao exercício findo em 2024. A Associação continua desempenhando suas funções com excelência e apresenta bons resultados. Santo André, 30 de janeiro de 2025.: [56, 291, 1117, 307]
- table-row: PATRIMÔNIO SOCIAL 40.547.449,00 26.568.011,10: [595, 435, 1117, 447]
- digital-signature: Digitally signed by DIÁRIO DO GRANDE ABC SA:57541377000175 Date: 2025.06.10 18:15:16 -03:00: [43, 2432, 326, 2480]
- dmpl-table: Demonstração das Mutações do Patrimônio Social no Exercício - Em reais Patrimônio Social 31/12/2024 No início do Exercício 0,00 Superávit do Exercício 13.316.061,45 No Final do Exercício 13.316.061,45: [56, 738, 580, 799]
- table-row: BANCO DO BRASIL C/C 32405-X TIJUCAS - ESTADUAL 1.566.560,368 1.1.01.02.001.0011: [57, 1112, 580, 1124]
- table-row: BANCO DO BRASIL APLIC BB RF CP 36893-0 - TIJUCAS SIGEF 5 1.245.392,668 1.1.01.04.001.0029: [57, 1463, 580, 1475]
- table-row: No início do Exercício 0,00: [57, 763, 580, 775]
- table-row: OUTROS CRÉDITOS 1.345.405,55 676.922,83: [57, 470, 580, 482]
- table-row: FORNECEDORES 8.200.111,86 7.237.554,97: [595, 350, 1117, 362]
- table-row: BANCO BRADESCO C/C 93446-1 - ITU LEITOS PÓS CIRURGICO 1.000 1.1.01.02.001.0027: [57, 1233, 580, 1245]
- table-row: PASSIVO CIRCULANTE 33.460.324,62 47.051.938,20: [595, 338, 1117, 350]
- notice-box: NOTIFICAÇÃO DE LANÇAMENTO DE IPTU-Departamento de Tributos- Gerência de Fiscalização Imobiliária: Cientificamos que foi lançado IPTU para os imóveis das seguintes classificações fiscais: 06.050.028 (exercícios 2022 e 2023), 03.133.077 (exercícios 2021 e 2022) e 17.047.328 (exercício 2021). S.A. 11/06/2025.: [1138, 644, 1424, 710]
- table-row: OBRIGAÇÕES TRABALHISTAS 0,00: [595, 671, 1117, 683]
- table-row: BANCO BRADESCO APLIC 93446-1 - ITU LEITOS PÓS CIRURGICO 571,684 1.1.01.04.001.0025: [57, 1415, 580, 1427]
- advertising-banner: [40, 2294, 1136, 2420]
- notice-box: PORTARIA Nº 52.2025 — O Vereador Claurício Gonçalves Bento, Presidente da Câmara Municipal de Rio Grande da Serra, Estado de São Paulo, no uso das atribuições que lhe são conferidas pelo artigo 29, inciso XII, da Lei Orgânica Municipal; RESOLVE: Art. 1º REVOGAR a Portaria nº 27.07.2024, de convocação da funcionária MILENA DOS SANTOS GOMES, para prestação de serviços extraordinários nos termos da Lei Municipal nº 2.305, de 2019, e da Lei nº 638, de 1991. Art. 2º Esta Portaria entra em vigor a partir de 05 de junho de 2025. Câmara Municipal de Rio Grande da Serra, 09 de junho de 2025 - 61º Ano de Emancipação Político-Administrativa. Claurício Gonçalves Bento - Presidente: [1138, 1098, 1424, 1229]
- table-row: SUPERÁVIT ACUMULADO 16.298.399,48 16.298.399,48: [595, 447, 1117, 458]
- note-paragraph: Da Organização: A estrutura administrativa do IGAPS está composta por: Conselho de Administração, Conselho Fiscal e Diretoria Executiva.: [56, 875, 568, 897]
- note-paragraph: A - Contas de Resultado: O regime contábil para apropriação das receitas e despesas é o regime de competência.: [56, 963, 508, 974]
- triangle-icon: [1138, 1046, 1156, 1062]
- table-row: BANCO BRADESCO C/C 20890-6 - Covid - Itu 3.390,272 1.1.01.02.001.0019: [57, 1184, 580, 1196]
- table-row: APORTE RECURSOS PRÓPRIOS: [595, 386, 1117, 398]
- parecer-box: Parecer do Conselho Fiscal O Conselho Fiscal do Instituto de Gestão Administração e Pesquisa em Saúde - IGAPS, em reunião realizada nesta data, cumprindo o que estabelecem os itens II, III e IV do artigo 163 da Lei 6404/76, e no uso de suas atribuições legais e estatutárias examinaram as Demonstrações Contábeis e Financeiras do IGAPS referentes ao ano calendário encerrado em 31 de dezembro de 2023. Compreendendo o Balanço Patrimonial, Demonstração do Resultado do Exercício, Notas Explicativas, Demonstração do Fluxo de Caixa, Demonstração de Mutações do Patrimônio Social com base nos exames efetuados, o Conselho Fiscal entendeu que as peças acima citadas representam adequadamente a Posição Patrimonial e Fiscal do IGAPS e que estão em conformidade com as disposições legais pertinentes à matéria por unanimidade de seus membros, opinam favoravelmente à aprovação integral e sem qualquer ressalva dos referidos documentos apresentados. Santo André-SP, 30 de janeiro de 2.025. Presidente Conselho Fiscal: Marcelo Pivanti: [594, 811, 1117, 957]
- table-row: Outras Receitas 31.064.206,00: [57, 587, 580, 599]
- ativo-table: 2024 2023 ATIVO CIRCULANTE 80.672.927,02 75.091.593,49 DISPONIBILIDADES 3.884.121,95 3.870.832,65 BANCOS CONTA MOVIMENTO 1.799.141,81 273.225,87 APLICAÇÕES FINANCEIRAS 2.084.980,14 3.597.606,99 CRÉDITOS 76.788.805,07 71.213.750,63 SERVIÇOS PRESTADOS 74.814.140,63 69.939.036,15 CLIENTES 357.346,53 3.223.661,17 RECURSOS A RECEBER 74.456.794,10 66.715.394,98 ADIANTAMENTOS 629.258,89 547.791,65 ADIANTAMENTOS A FUNCIONÁRIOS 81.120,24 38.596,31 ADIANTAMENTOS A FORNECEDORES 548.138,65 509.196,34 OUTROS CRÉDITOS 1.345.405,55 676.922,83 VALORES A RESSARCIR 1.202.942,14 607.069,85 TRIBUTOS A COMPENSAR 142.466,41 69.852,98 NÃO CIRCULANTE 9.322,80 OUTROS CRÉDITOS 9.322,80 ATIVO TOTAL 80.682.249,82 75.091.593,49: [56, 325, 580, 544]
- notice-box: Secretaria de Administração e Finanças - Edital de Chamamento Público nº 02/2024 - SIA - Comissão Especial de Credenciamento das Instituições Consignatárias - Extrato da Ata nº 005/2025-SAF, PA nº 24.312/2024 - Habilitação de Percapital Sociedade de Crédito Direto S.A. (CNPJ nº 48.707.451/0001-90); Extrato da Ata nº 006/2025-SAF, PA nº 11.106/2025 - Habilitação de Banco Mercantil do Brasil S.A. (CNPJ nº 17.184.037/0001-10); e Extrato da Ata nº 007/2025-SAF, PA nº 10.749/2025 - Habilitação de Mettacard Administradora de Cartões Ltda. (CNPJ nº 18.334.105/0001-42). Íntegra disponível no endereço eletrônico: http://e-compras.santoandre.sp.gov.br/. Santo André, 10 de junho de 2025.: [1138, 507, 1424, 638]
- table-row: Subvenções Municipais - Saúde 112.890.771,26 135.814.704,58: [57, 611, 580, 622]
- table-row: ADIANTAMENTOS A FORNECEDORES 548.138,65 509.196,34: [57, 458, 580, 470]
- classified-promo: Anuncie no Classificado do Diário do Grande ABC: [592, 2260, 834, 2272]
- table-row: NÃO CIRCULANTE 9.322,80: [57, 507, 580, 519]
- camara-sa-heading: Câmara Municipal de Santo André: [1138, 718, 1424, 770]
- table-row: BANCO BRADESCO APLICAÇÃO 93444-5 PEDIATRIA ENFERMAGEM 53.157,336 1.1.01.04.001.0027: [57, 1439, 580, 1451]
- table-row: BANCO BRADESCO APLIC 5283 APLICAÇÃO 245,863 1.1.01.04.001.0011: [57, 1330, 580, 1342]
- table-row: BANCO BRADESCO C/C 3706-9 24.399,763 1.1.01.02.001.0002: [57, 1064, 580, 1076]
- table-row: Despesas Administrativas (148.962.526,24) (105.810.728,65): [57, 684, 580, 695]
- dre-table: Demonstração do Resultado do Exercício - Em reais 2024 2023 Receitas Brutas 162.992.276,19 140.649.158,37 Receitas Próprias 19.029.001,60 4.740.475,04 Outras Receitas 31.064.206,00 Receitas Financeiras 6.396,00 84.988,75 Subvenções Municipais - Saúde 112.890.771,26 135.814.704,58 (-) DEDUÇÕES (713.788,50) (178.229,60) Impostos s/Receitas Próprias (713.788,50) (178.229,60) = Receita Líquida 162.278.487,69 140.461.958,69 Custos 0,00 0,00 = Superávit Bruto 162.278.487,69 140.461.958,69 Despesas Administrativas (148.962.526,24) (105.810.728,65) Despesas Financeiras 0,00 (143.021,58) = Superávit/Déficit Operacional 13.316.061,45 34.508.208,46 = Superávit Líquido do Exercício 13.316.061,45 34.508.208,46: [56, 549, 580, 732]
- table-row: BANCO DO BRASIL APLIC BB RF CP 38311-2 TIJUCAS SIGEF RAIC-X 250.300,064 1.1.01.04.001.0030: [57, 1475, 580, 1487]
- avisos-heading: Avisos: [863, 2067, 950, 2094]
- table-row: ATIVO TOTAL 80.682.249,82 75.091.593,49: [57, 531, 580, 543]
- table-row: BANCO BRADESCO APLICAÇÃO 0778238-1 IGARATÁ 137.370,016 1.1.01.04.001.0015: [57, 1343, 580, 1354]
- notice-box: PORTARIA Nº 53.2025 — O Vereador Claurício Gonçalves Bento, Presidente da Câmara Municipal de Rio Grande da Serra, Estado de São Paulo, no uso das atribuições que lhe são conferidas pelo artigo 29, inciso XII, da Lei Orgânica Municipal; RESOLVE: Art. 1º EXONERAR o senhor CAUE RAMALHO SILVA, do cargo de PROCURADOR GERAL, de provimento em comissão, nos termos da resolução nº 03.05.2023. Art. 2º Esta Portaria entra em vigor a partir de 06 de junho de 2025. Câmara Municipal de Rio Grande da Serra, 09 de junho de 2025 - 61º Ano de Emancipação Político-Administrativa. Claurício Gonçalves Bento - Presidente: [1138, 1235, 1424, 1355]
- table-row: Próprios 0,00: [595, 622, 1117, 634]
- notice-box: DEPARTAMENTO ADMINISTRATIVO E FINANCEIRO — Portarias assinadas pelo Secretário do Meio Ambiente e Mudanças Climáticas - Edinilson Ferreira dos Santos. DESIGNAR: PORTARIA N.º 177/2025 - A contar de 02 de junho de 2025 a servidora NATÁLIA FERNANDES XAVIER - RE 8633 como Agente Credenciado para realizar Fiscalização Ambiental. Serviço Municipal de Saneamento Ambiental de Santo André, em 10 de junho de 2025. GLAUCO SPINA - DEPARTAMENTO ADMINISTRATIVO E FINANCEIRO: [863, 1936, 1130, 2053]
- accountant-signature: CEZAR SUSUMU KAYASSAKI: [792, 1814, 919, 1824]
- triangle-icon: [1138, 1663, 1156, 1678]
- newspaper-name: DIÁRIO DO GRANDE ABC: [77, 46, 276, 64]
- table-row: Superávit do Exercício 13.316.061,45: [57, 775, 580, 786]
- phone-number-2: ☎ 4435-8000: [771, 2325, 1046, 2379]
- table-row: = Superávit/Déficit Operacional 13.316.061,45 34.508.208,46: [57, 707, 580, 719]
- table-row: RECURSOS A REALIZAR 9.218.755,76 28.445.253,23: [595, 398, 1117, 410]
- note-4: 4 - Patrimônio Social: Representado em valores atualizados e compreendem o Patrimônio Social Inicial, acrescido dos Superávits ou diminuído dos Déficits e ajustes ocorridos. Referem-se ainda a recursos e seriam aplicados exclusivamente aos objetivos da entidade.: [56, 1506, 568, 1538]
- note-paragraph: 3 - Disponibilidades: Estão representadas substancialmente por saldo em caixa e contas bancárias assim distribuídas.: [56, 1022, 524, 1033]
- table-row: SÓCIO QUOTISTA 590.000,00 590.000,00: [595, 470, 1117, 482]
- triangle-icon: [43, 93, 61, 109]
- table-row: BANCO BRADESCO APLICAÇÃO 784724-6 - ITU ESTADUAL 30.129,876 1.1.01.04.001.0002: [57, 1281, 580, 1293]
